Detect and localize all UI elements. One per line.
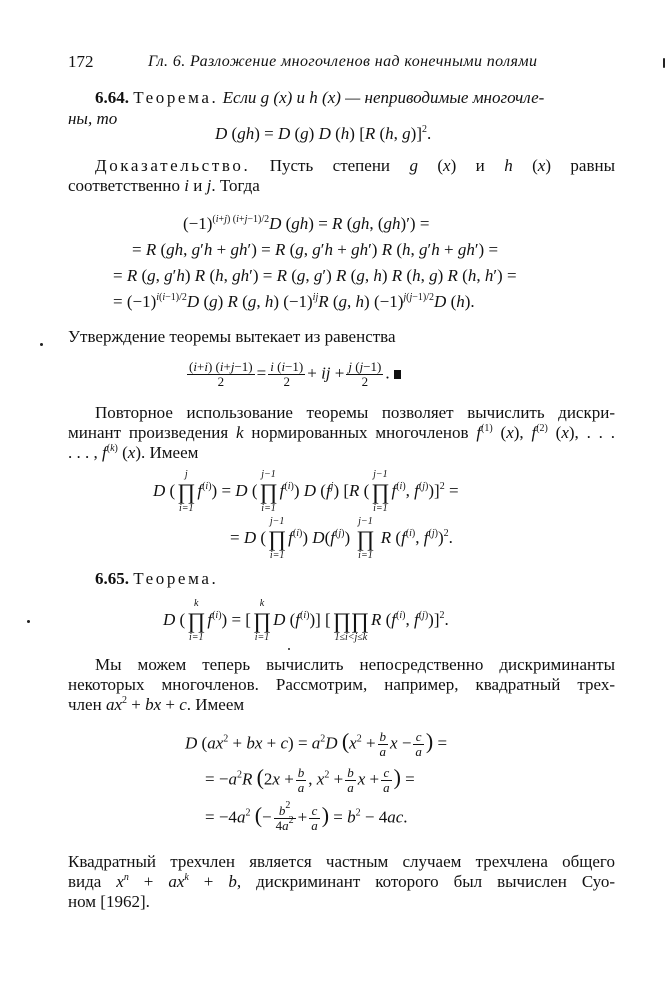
para-final-line-3: ном [1962]. xyxy=(68,892,150,911)
theorem-6-65-formula: D ( k ∏ i=1 $f^{(i)}$) = [ k ∏ i=1 D $(f^{(i)})$] [ ∏∏ 1≤i<j≤k R ($f^{(i)}$, $f^{(j)})]^2$. xyxy=(163,598,449,643)
para-quadratic-line-2: некоторых многочленов. Рассмотрим, например, квадратный трех- xyxy=(68,675,615,694)
equation-1-line-1: $(-1)^{(i+j) (i+j-1)/2}D$ (gh) = R (gh, (gh)′) = xyxy=(183,214,430,233)
equation-2: $\frac{(i+i) (i+j-1)}{2}$ = $\frac{i (i-1)}{2}$ + ij + $\frac{j (j-1)}{2}$ . xyxy=(185,360,401,389)
running-title: Гл. 6. Разложение многочленов над конечными полями xyxy=(148,53,538,70)
para-final-line-1: Квадратный трехчлен является частным случаем трехчлена общего xyxy=(68,852,615,871)
para-repeat-line-3: . . . , $f^{(k)}$ (x). Имеем xyxy=(68,443,199,462)
proof-label: Доказательство. xyxy=(95,156,251,175)
para-repeat-line-1: Повторное использование теоремы позволяет вычислить дискри- xyxy=(95,403,615,422)
theorem-statement-cont: ны, то xyxy=(68,109,118,128)
equation-1-line-4: = $(-1)^{i(i-1)/2}D$ (g) R (g, h) $(-1)^{ij}R$ (g, h) $(-1)^{j(j-1)/2}D$ (h). xyxy=(113,292,475,311)
page-number: 172 xyxy=(68,52,94,71)
equation-3-line-1: D ( j ∏ i=1 $f^{(i)}) = D$ ( j−1 ∏ i=1 $f^{(i)}$) D $(f^j)$ [R ( j−1 ∏ i=1 $f^{(i)}$, $f^{(j)})]^2$ = xyxy=(153,469,459,514)
proof-line-2: соответственно i и j. Тогда xyxy=(68,176,260,195)
para-repeat-line-2: минант произведения k нормированных многочленов $f^{(1)}$ (x), $f^{(2)}$ (x), . . . xyxy=(68,423,615,442)
margin-mark xyxy=(663,58,665,68)
equation-3-line-2: = D ( j−1 ∏ i=1 $f^{(i)}$) $D(f^{(j)})$ j−1 ∏ i=1 R ($f^{(i)}$, $f^{(j)})^2$. xyxy=(230,516,453,561)
theorem-6-65-heading xyxy=(95,569,218,589)
ink-dot xyxy=(27,620,30,623)
follows-text: Утверждение теоремы вытекает из равенства xyxy=(68,327,396,346)
theorem-number: 6.64. xyxy=(95,88,129,107)
theorem-formula: D (gh) = D (g) D (h) [R (h, g)]$^2$. xyxy=(215,124,432,143)
para-final-line-2: вида $x^n + ax^k + b$, дискриминант которого был вычислен Суо- xyxy=(68,872,615,891)
ink-dot xyxy=(40,343,43,346)
para-quadratic-line-3: член $ax^2$ + bx + c. Имеем xyxy=(68,695,245,714)
theorem-6-64-heading xyxy=(95,88,615,108)
equation-4-line-2: = $-a^2R$ (2x + $\frac{b}{a}$ , $x^2$ + $\frac{b}{a}$ x + $\frac{c}{a}$ ) = xyxy=(205,764,415,795)
theorem-statement: Если g (x) и h (x) — неприводимые многочле- xyxy=(222,88,545,107)
theorem-number: 6.65. xyxy=(95,569,129,588)
qed-mark xyxy=(394,370,401,379)
equation-1-line-2: = R (gh, g′h + gh′) = R (g, g′h + gh′) R (h, g′h + gh′) = xyxy=(132,240,499,259)
equation-4-line-3: = $-4a^2$ (− $\frac{b^2}{4a^2}$ + $\frac{c}{a}$ ) = $b^2 - 4ac$. xyxy=(205,800,408,833)
theorem-label: Теорема. xyxy=(133,569,219,588)
theorem-label: Теорема. xyxy=(133,88,219,107)
equation-1-line-3: = R (g, g′h) R (h, gh′) = R (g, g′) R (g, h) R (h, g) R (h, h′) = xyxy=(113,266,517,285)
para-quadratic-line-1: Мы можем теперь вычислить непосредственно дискриминанты xyxy=(95,655,615,674)
proof-line-1: Доказательство. Пусть степени g (x) и h (x) равны xyxy=(95,156,615,175)
equation-4-line-1: D ($ax^2$ + bx + $c) = a^2D$ ($x^2$ + $\frac{b}{a}$ x − $\frac{c}{a}$ ) = xyxy=(185,728,448,759)
ink-dot xyxy=(288,648,290,650)
